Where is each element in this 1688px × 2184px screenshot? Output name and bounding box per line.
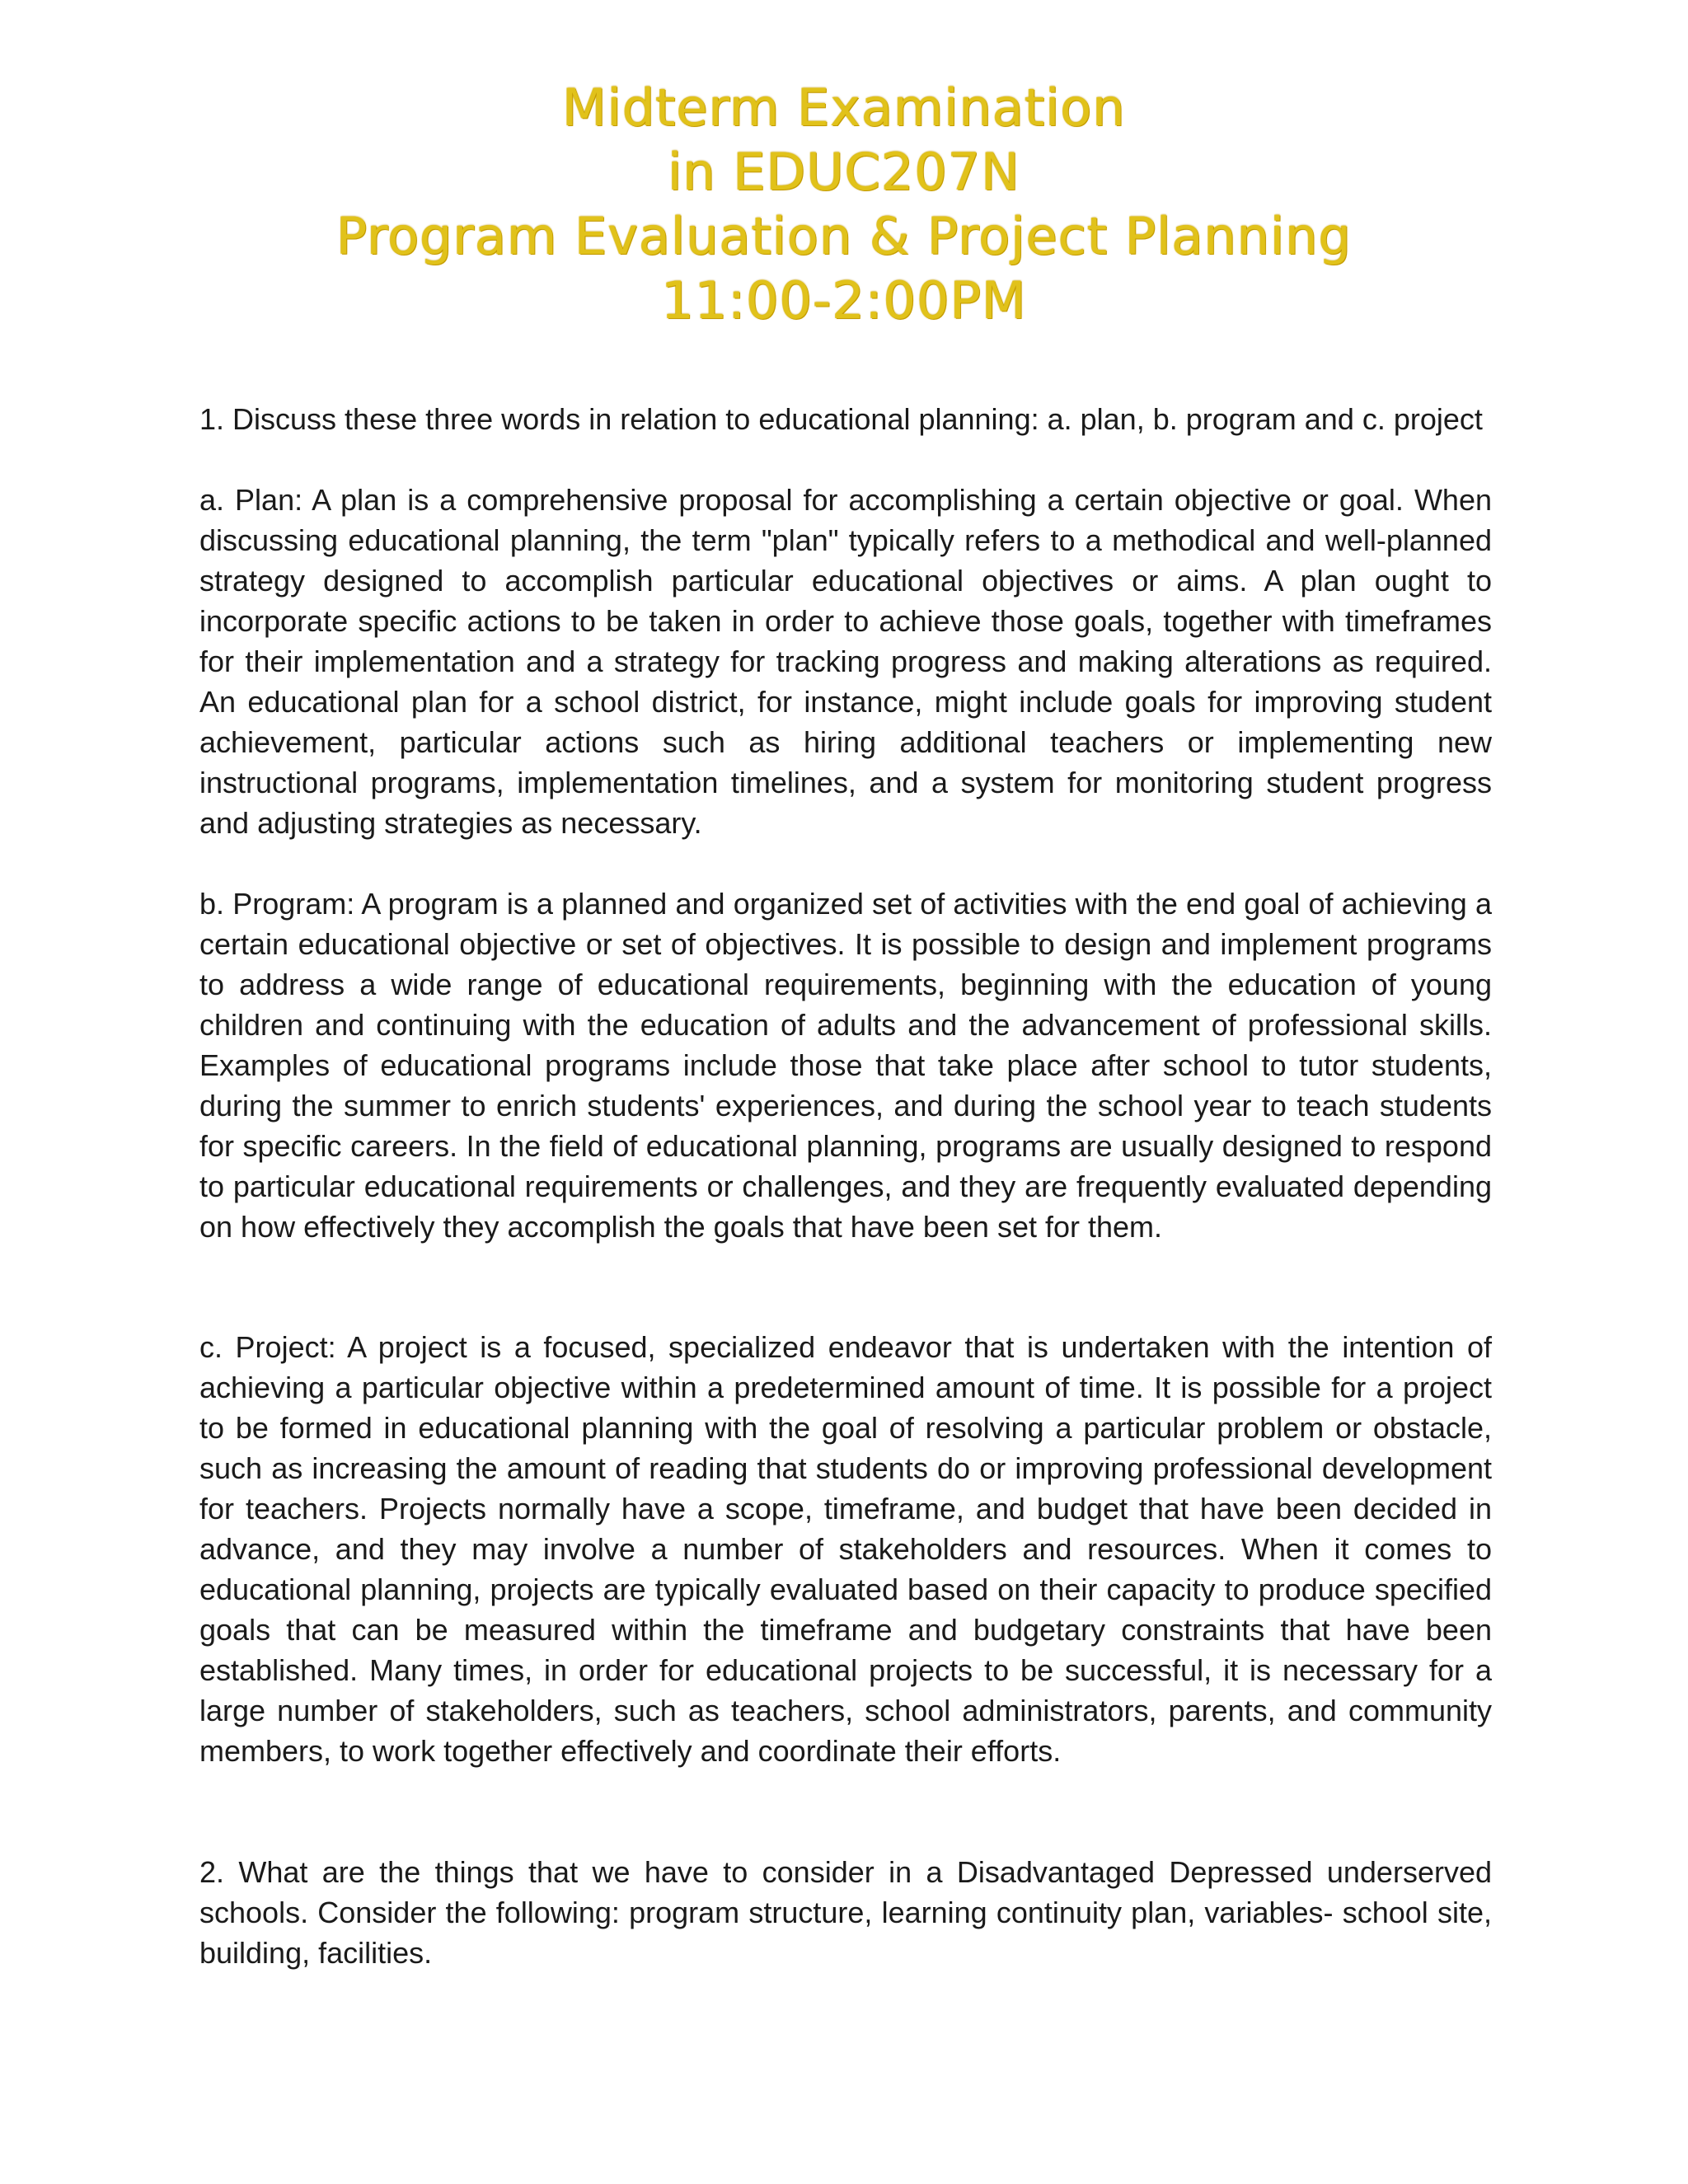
answer-plan-paragraph: a. Plan: A plan is a comprehensive proposal for accomplishing a certain objective or goal. When discussing educational planning, the term "plan" typically refers to a methodical and well-planned strategy designed to accomplish particular educational objectives or aims. A plan ought to incorporate specific actions to be taken in order to achieve those goals, together with timeframes for their implementation and a strategy for tracking progress and making alterations as required. An educational plan for a school district, for instance, might include goals for improving student achievement, particular actions such as hiring additional teachers or implementing new instructional programs, implementation timelines, and a system for monitoring student progress and adjusting strategies as necessary. [199,483,1492,840]
title-line-2: in EDUC207N [668,142,1020,202]
exam-title [0,76,1688,333]
title-line-3: Program Evaluation & Project Planning [335,206,1353,266]
answer-project-paragraph: c. Project: A project is a focused, specialized endeavor that is undertaken with the intention of achieving a particular objective within a predetermined amount of time. It is possible for a project to be formed in educational planning with the goal of resolving a particular problem or obstacle, such as increasing the amount of reading that students do or improving professional development for teachers. Projects normally have a scope, timeframe, and budget that have been decided in advance, and they may involve a number of stakeholders and resources. When it comes to educational planning, projects are typically evaluated based on their capacity to produce specified goals that can be measured within the timeframe and budgetary constraints that have been established. Many times, in order for educational projects to be successful, it is necessary for a large number of stakeholders, such as teachers, school administrators, parents, and community members, to work together effectively and coordinate their efforts. [199,1330,1492,1768]
question-1: 1. Discuss these three words in relation to educational planning: a. plan, b. program and c. project [199,402,1483,436]
title-line-1: Midterm Examination [562,77,1126,138]
answer-program-paragraph: b. Program: A program is a planned and organized set of activities with the end goal of achieving a certain educational objective or set of objectives. It is possible to design and implement programs to address a wide range of educational requirements, beginning with the education of young children and continuing with the education of adults and the advancement of professional skills. Examples of educational programs include those that take place after school to tutor students, during the summer to enrich students' experiences, and during the school year to teach students for specific careers. In the field of educational planning, programs are usually designed to respond to particular educational requirements or challenges, and they are frequently evaluated depending on how effectively they accomplish the goals that have been set for them. [199,887,1492,1244]
title-line-4: 11:00-2:00PM [661,270,1027,330]
question-2: 2. What are the things that we have to consider in a Disadvantaged Depressed underserved schools. Consider the following: program structure, learning continuity plan, variables- school site, building, facilities. [199,1855,1492,1970]
